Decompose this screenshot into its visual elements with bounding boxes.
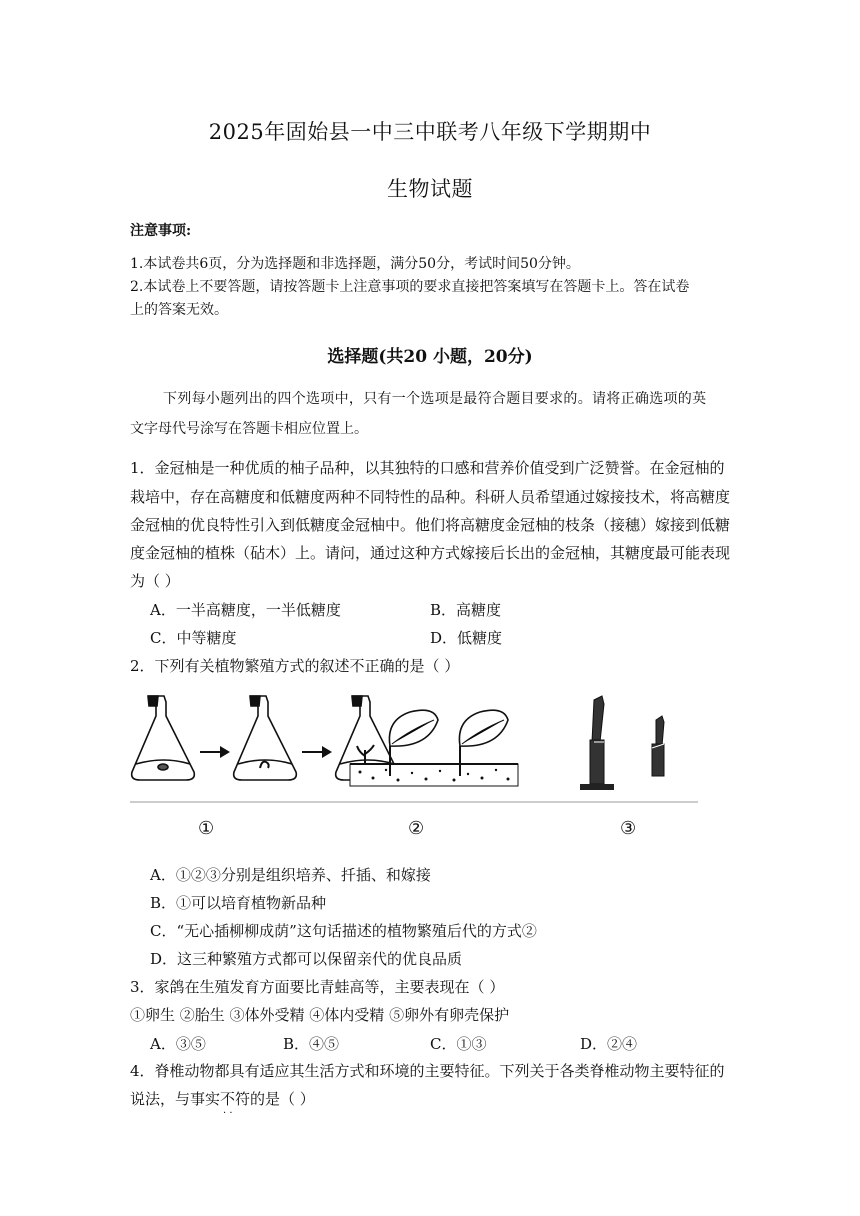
tissue-culture-flask-icon: [234, 696, 297, 780]
grafting-icon: [580, 696, 664, 790]
question-3-option-a[interactable]: A．③⑤: [150, 1035, 206, 1053]
question-3-option-b[interactable]: B．④⑤: [283, 1035, 340, 1053]
figure-label-2: ②: [408, 818, 425, 839]
section-intro-line1: 下列每小题列出的四个选项中，只有一个选项是最符合题目要求的。请将正确选项的英: [163, 391, 707, 407]
notes-item-2-line2: 上的答案无效。: [130, 302, 228, 318]
question-2-option-d[interactable]: D．这三种繁殖方式都可以保留亲代的优良品质: [150, 950, 463, 968]
question-1-line: 金冠柚的优良特性引入到低糖度金冠柚中。他们将高糖度金冠柚的枝条（接穗）嫁接到低糖: [130, 516, 731, 534]
question-3-choices: ①卵生 ②胎生 ③体外受精 ④体内受精 ⑤卵外有卵壳保护: [130, 1006, 510, 1024]
figure-label-1: ①: [198, 818, 215, 839]
section-heading: 选择题(共20 小题，20分): [327, 347, 533, 367]
figure-label-3: ③: [620, 818, 637, 839]
question-4-line: 说法，与事实不符的是（ ）: [130, 1090, 315, 1108]
notes-item-1: 1.本试卷共6页，分为选择题和非选择题，满分50分，考试时间50分钟。: [130, 256, 580, 272]
question-2-line: 2．下列有关植物繁殖方式的叙述不正确的是（ ）: [130, 657, 460, 675]
question-4-line: 4．脊椎动物都具有适应其生活方式和环境的主要特征。下列关于各类脊椎动物主要特征的: [130, 1062, 725, 1080]
notes-heading: 注意事项:: [130, 223, 192, 239]
question-2-option-a[interactable]: A．①②③分别是组织培养、扦插、和嫁接: [150, 866, 431, 884]
question-1-line: 1．金冠柚是一种优质的柚子品种，以其独特的口感和营养价值受到广泛赞誉。在金冠柚的: [130, 459, 725, 477]
question-3-line: 3．家鸽在生殖发育方面要比青蛙高等，主要表现在（ ）: [130, 978, 505, 996]
question-3-option-d[interactable]: D．②④: [580, 1035, 638, 1053]
notes-item-2-line1: 2.本试卷上不要答题，请按答题卡上注意事项的要求直接把答案填写在答题卡上。答在试卷: [130, 279, 690, 295]
page-title: 2025年固始县一中三中联考八年级下学期期中: [208, 120, 652, 144]
page-subtitle: 生物试题: [387, 177, 473, 201]
cutting-soil-icon: [350, 710, 518, 786]
question-1-option-b[interactable]: B．高糖度: [430, 601, 502, 619]
emphasis-dots: · ·: [223, 1108, 233, 1119]
question-1-option-a[interactable]: A．一半高糖度，一半低糖度: [150, 601, 341, 619]
question-1-option-c[interactable]: C．中等糖度: [150, 629, 237, 647]
question-1-line: 度金冠柚的植株（砧木）上。请问，通过这种方式嫁接后长出的金冠柚，其糖度最可能表现: [130, 544, 731, 562]
question-2-option-b[interactable]: B．①可以培育植物新品种: [150, 894, 327, 912]
section-intro-line2: 文字母代号涂写在答题卡相应位置上。: [130, 421, 368, 437]
question-1-line: 为（ ）: [130, 572, 180, 590]
question-2-option-c[interactable]: C．“无心插柳柳成荫”这句话描述的植物繁殖后代的方式②: [150, 922, 537, 940]
question-3-option-c[interactable]: C．①③: [430, 1035, 487, 1053]
tissue-culture-flask-icon: [132, 696, 195, 780]
question-1-line: 栽培中，存在高糖度和低糖度两种不同特性的品种。科研人员希望通过嫁接技术，将高糖度: [130, 488, 731, 506]
question-1-option-d[interactable]: D．低糖度: [430, 629, 503, 647]
